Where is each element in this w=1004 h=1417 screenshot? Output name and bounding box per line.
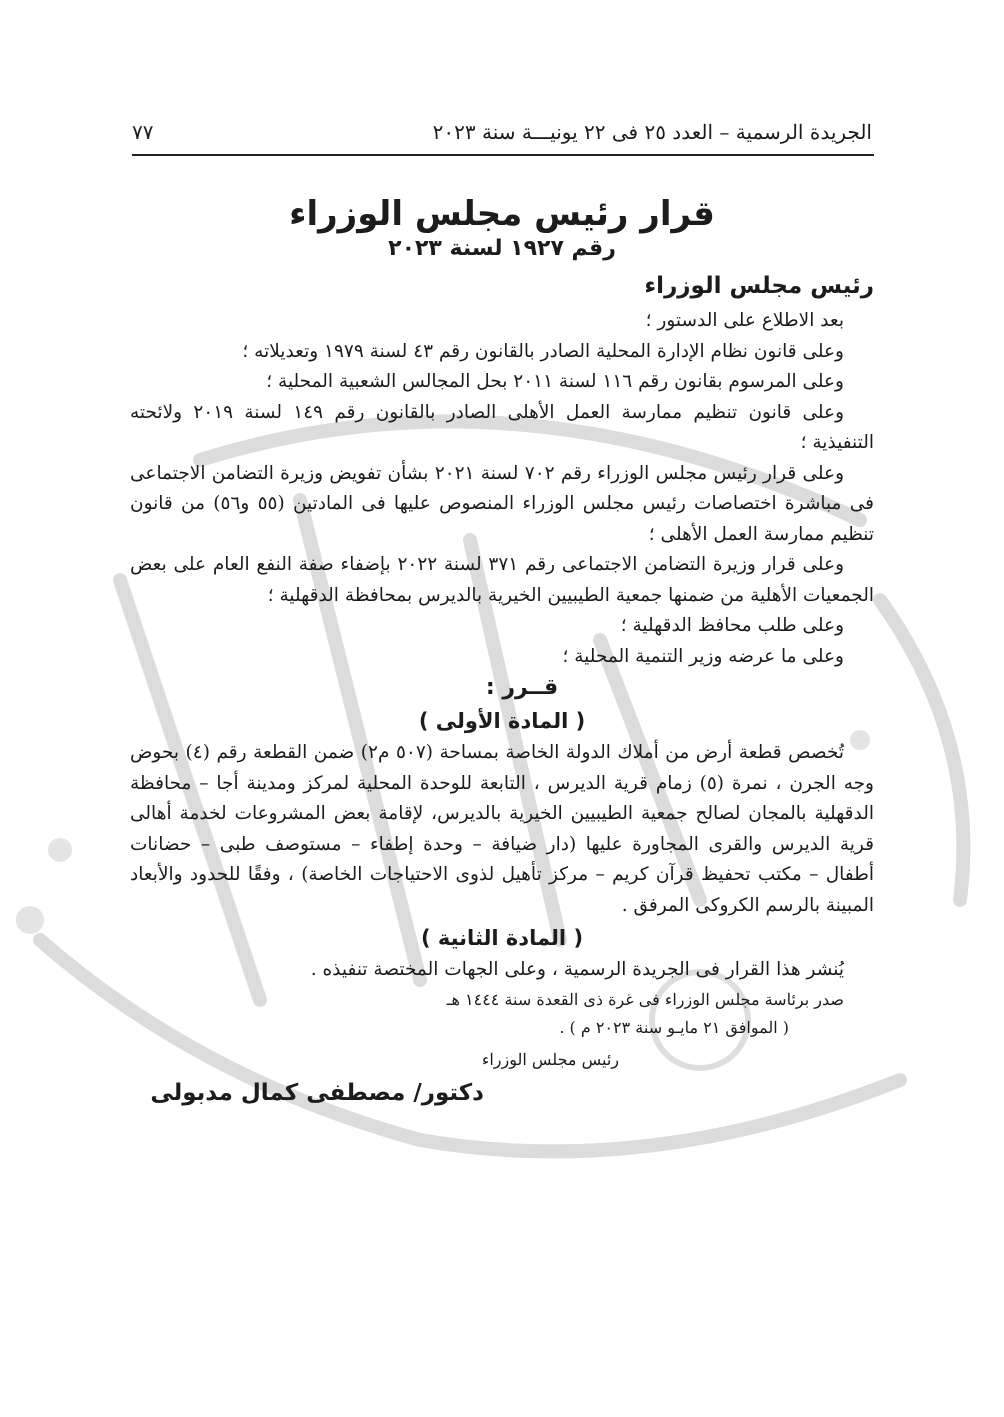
signatory-name: دكتور/ مصطفى كمال مدبولى	[150, 1079, 484, 1106]
issue-date-gregorian: ( الموافق ٢١ مايـو سنة ٢٠٢٣ م ) .	[559, 1017, 789, 1037]
preamble-clause: وعلى قانون نظام الإدارة المحلية الصادر بالقانون رقم ٤٣ لسنة ١٩٧٩ وتعديلاته ؛	[242, 340, 844, 362]
issue-date-hijri: صدر برئاسة مجلس الوزراء فى غرة ذى القعدة سنة ١٤٤٤ هـ	[446, 989, 844, 1009]
article-2-heading: ( المادة الثانية )	[420, 926, 584, 950]
preamble-clause: بعد الاطلاع على الدستور ؛	[645, 310, 844, 331]
page-header	[132, 112, 872, 152]
decision-label: قــرر :	[485, 675, 559, 700]
article-1-heading: ( المادة الأولى )	[418, 709, 586, 733]
header-divider	[132, 154, 874, 156]
signatory-title: رئيس مجلس الوزراء	[481, 1049, 619, 1069]
decree-number: رقم ١٩٢٧ لسنة ٢٠٢٣	[388, 236, 616, 261]
decree-title: قرار رئيس مجلس الوزراء	[289, 194, 715, 234]
preamble-clause: وعلى قرار وزيرة التضامن الاجتماعى رقم ٣٧١ لسنة ٢٠٢٢ بإضفاء صفة النفع العام على بعض الجمعيات الأهلية من ضمنها جمعية الطيبيين الخيرية بالديرس بمحافظة الدقهلية ؛	[130, 554, 874, 606]
article-1-text: تُخصص قطعة أرض من أملاك الدولة الخاصة بمساحة (٥٠٧ م٢) ضمن القطعة رقم (٤) بحوض وجه الجرن ، نمرة (٥) زمام قرية الديرس ، التابعة للوحدة المحلية لمركز ومدينة أجا – محافظة الدقهلية بالمجان لصالح جمعية الطيبيين الخيرية بالديرس، لإقامة بعض المشروعات لخدمة أهالى قرية الديرس والقرى المجاورة عليها (دار ضيافة – وحدة إطفاء – مستوصف طبى – حضانات أطفال – مكتب تحفيظ قرآن كريم – مركز تأهيل لذوى الاحتياجات الخاصة) ، وفقًا للحدود والأبعاد المبينة بالرسم الكروكى المرفق .	[130, 742, 874, 916]
preamble-clause: وعلى طلب محافظ الدقهلية ؛	[620, 615, 844, 636]
preamble-clause: وعلى ما عرضه وزير التنمية المحلية ؛	[562, 645, 844, 667]
header-title: الجريدة الرسمية – العدد ٢٥ فى ٢٢ يونيـــة سنة ٢٠٢٣	[432, 120, 872, 144]
issuer-heading: رئيس مجلس الوزراء	[644, 273, 874, 299]
article-2-text: يُنشر هذا القرار فى الجريدة الرسمية ، وعلى الجهات المختصة تنفيذه .	[310, 959, 844, 980]
preamble-clause: وعلى قرار رئيس مجلس الوزراء رقم ٧٠٢ لسنة ٢٠٢١ بشأن تفويض وزيرة التضامن الاجتماعى فى مباشرة اختصاصات رئيس مجلس الوزراء المنصوص عليها فى المادتين (٥٥ و٥٦) من قانون تنظيم ممارسة العمل الأهلى ؛	[130, 462, 874, 545]
preamble-clause: وعلى قانون تنظيم ممارسة العمل الأهلى الصادر بالقانون رقم ١٤٩ لسنة ٢٠١٩ ولائحته التنفيذية ؛	[130, 401, 874, 453]
preamble-clause: وعلى المرسوم بقانون رقم ١١٦ لسنة ٢٠١١ بحل المجالس الشعبية المحلية ؛	[266, 371, 844, 392]
page-number: ٧٧	[132, 120, 154, 144]
decree-body	[130, 306, 874, 1112]
